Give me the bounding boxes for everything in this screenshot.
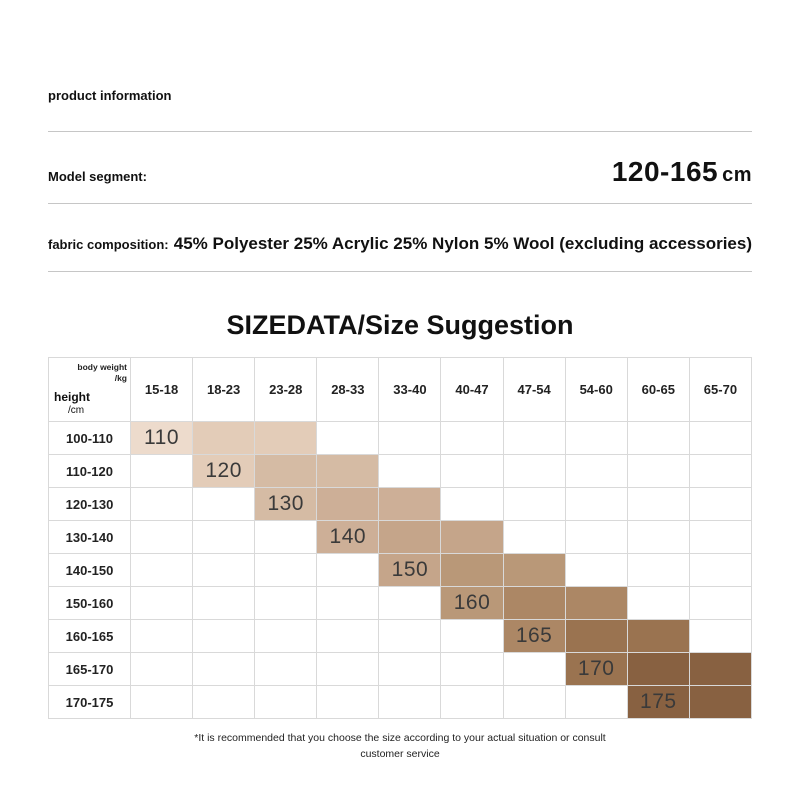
size-chart-table <box>48 357 752 719</box>
size-value-cell: 160 <box>441 587 503 620</box>
table-row <box>49 521 752 554</box>
size-cell <box>565 587 627 620</box>
model-segment-label: Model segment: <box>48 169 147 184</box>
size-cell <box>193 653 255 686</box>
size-cell <box>503 587 565 620</box>
table-row <box>49 488 752 521</box>
size-cell <box>255 686 317 719</box>
weight-column-header: 47-54 <box>503 358 565 422</box>
weight-column-header: 18-23 <box>193 358 255 422</box>
weight-column-header: 15-18 <box>131 358 193 422</box>
height-row-header: 130-140 <box>49 521 131 554</box>
height-row-header: 170-175 <box>49 686 131 719</box>
size-cell <box>441 653 503 686</box>
size-cell <box>689 488 751 521</box>
fabric-composition-value: 45% Polyester 25% Acrylic 25% Nylon 5% Wool (excluding accessories) <box>173 234 752 253</box>
size-cell <box>131 686 193 719</box>
size-cell <box>627 488 689 521</box>
height-row-header: 165-170 <box>49 653 131 686</box>
size-cell <box>379 620 441 653</box>
height-row-header: 140-150 <box>49 554 131 587</box>
size-cell <box>131 488 193 521</box>
size-cell <box>627 422 689 455</box>
size-value-cell: 165 <box>503 620 565 653</box>
size-cell <box>441 455 503 488</box>
size-cell <box>193 422 255 455</box>
size-cell <box>565 521 627 554</box>
size-cell <box>193 521 255 554</box>
corner-header-cell <box>49 358 131 422</box>
model-segment-unit: cm <box>722 164 752 186</box>
size-cell <box>503 521 565 554</box>
size-cell <box>193 554 255 587</box>
size-cell <box>255 455 317 488</box>
size-value-cell: 110 <box>131 422 193 455</box>
size-cell <box>441 488 503 521</box>
table-row <box>49 686 752 719</box>
size-cell <box>503 686 565 719</box>
size-cell <box>503 422 565 455</box>
size-cell <box>379 686 441 719</box>
size-cell <box>255 653 317 686</box>
height-row-header: 110-120 <box>49 455 131 488</box>
size-cell <box>317 587 379 620</box>
weight-column-header: 60-65 <box>627 358 689 422</box>
weight-column-header: 23-28 <box>255 358 317 422</box>
size-cell <box>441 686 503 719</box>
divider <box>48 271 752 272</box>
height-row-header: 120-130 <box>49 488 131 521</box>
size-cell <box>627 653 689 686</box>
size-cell <box>131 620 193 653</box>
size-cell <box>317 554 379 587</box>
weight-column-header: 40-47 <box>441 358 503 422</box>
size-cell <box>627 455 689 488</box>
table-row <box>49 587 752 620</box>
size-cell <box>131 455 193 488</box>
product-info-heading: product information <box>48 88 172 103</box>
size-cell <box>689 686 751 719</box>
weight-column-header: 65-70 <box>689 358 751 422</box>
size-cell <box>503 455 565 488</box>
height-row-header: 100-110 <box>49 422 131 455</box>
size-cell <box>131 521 193 554</box>
size-value-cell: 140 <box>317 521 379 554</box>
size-cell <box>689 554 751 587</box>
size-cell <box>627 521 689 554</box>
size-cell <box>317 488 379 521</box>
size-cell <box>255 620 317 653</box>
size-value-cell: 175 <box>627 686 689 719</box>
size-cell <box>503 554 565 587</box>
size-cell <box>379 653 441 686</box>
size-cell <box>689 422 751 455</box>
size-cell <box>255 521 317 554</box>
size-cell <box>441 422 503 455</box>
size-cell <box>193 587 255 620</box>
size-cell <box>193 620 255 653</box>
size-cell <box>441 554 503 587</box>
size-chart-footnote <box>48 730 752 763</box>
weight-column-header: 28-33 <box>317 358 379 422</box>
size-cell <box>503 488 565 521</box>
size-cell <box>627 554 689 587</box>
size-cell <box>379 521 441 554</box>
size-cell <box>193 488 255 521</box>
size-cell <box>317 686 379 719</box>
table-row <box>49 554 752 587</box>
size-cell <box>441 521 503 554</box>
size-value-cell: 150 <box>379 554 441 587</box>
size-cell <box>689 587 751 620</box>
table-row <box>49 455 752 488</box>
size-cell <box>627 587 689 620</box>
size-chart-title: SIZEDATA/Size Suggestion <box>226 310 574 340</box>
size-cell <box>441 620 503 653</box>
size-cell <box>565 455 627 488</box>
size-cell <box>689 653 751 686</box>
footnote-line: *It is recommended that you choose the size according to your actual situation or consult <box>194 732 606 744</box>
size-cell <box>689 455 751 488</box>
size-cell <box>317 653 379 686</box>
size-cell <box>627 620 689 653</box>
model-segment-value <box>612 156 752 188</box>
size-cell <box>317 620 379 653</box>
size-cell <box>255 422 317 455</box>
divider <box>48 131 752 132</box>
body-weight-axis-label: body weight /kg <box>77 362 127 383</box>
size-cell <box>379 587 441 620</box>
size-value-cell: 170 <box>565 653 627 686</box>
table-row <box>49 653 752 686</box>
size-cell <box>379 455 441 488</box>
size-cell <box>193 686 255 719</box>
size-cell <box>131 653 193 686</box>
size-cell <box>317 422 379 455</box>
size-value-cell: 130 <box>255 488 317 521</box>
weight-column-header: 54-60 <box>565 358 627 422</box>
fabric-composition-label: fabric composition: <box>48 237 169 252</box>
model-segment-row <box>48 156 752 188</box>
divider <box>48 203 752 204</box>
size-cell <box>255 587 317 620</box>
size-cell <box>689 620 751 653</box>
size-cell <box>565 620 627 653</box>
size-cell <box>131 554 193 587</box>
size-cell <box>503 653 565 686</box>
table-row <box>49 620 752 653</box>
size-cell <box>565 686 627 719</box>
size-cell <box>379 422 441 455</box>
height-row-header: 150-160 <box>49 587 131 620</box>
fabric-composition-row <box>48 234 752 254</box>
size-cell <box>379 488 441 521</box>
size-value-cell: 120 <box>193 455 255 488</box>
height-row-header: 160-165 <box>49 620 131 653</box>
size-cell <box>317 455 379 488</box>
size-cell <box>131 587 193 620</box>
size-cell <box>565 422 627 455</box>
weight-column-header: 33-40 <box>379 358 441 422</box>
height-axis-label: height /cm <box>54 389 90 416</box>
size-cell <box>689 521 751 554</box>
size-cell <box>255 554 317 587</box>
footnote-line: customer service <box>360 748 440 761</box>
size-cell <box>565 554 627 587</box>
table-row <box>49 422 752 455</box>
size-cell <box>565 488 627 521</box>
model-segment-range: 120-165 <box>611 156 719 187</box>
